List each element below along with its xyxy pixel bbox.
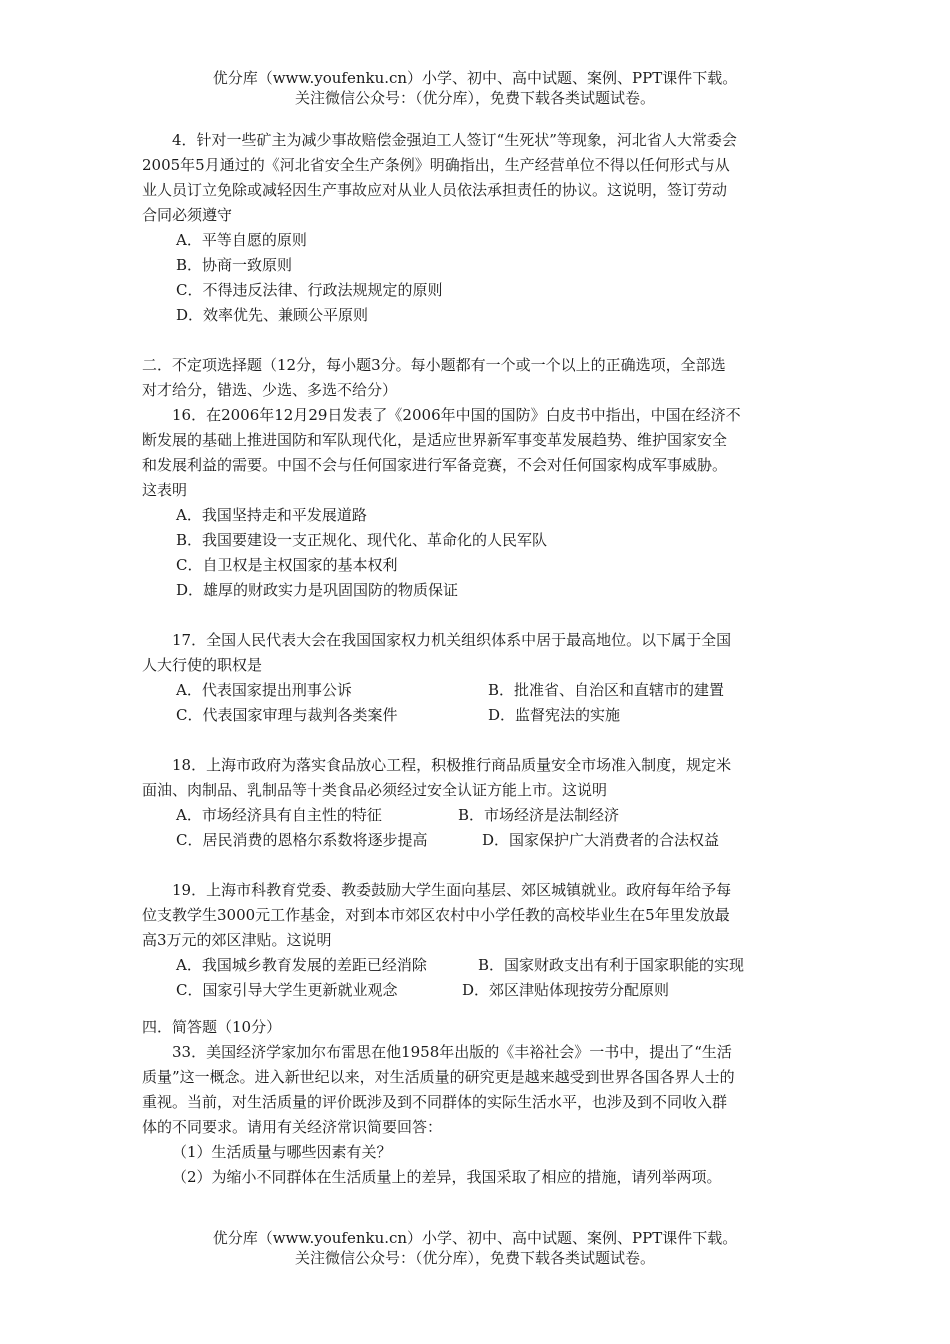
q16-option-b: B．我国要建设一支正规化、现代化、革命化的人民军队 (176, 531, 548, 549)
q19-stem-line: 位支教学生3000元工作基金，对到本市郊区农村中小学任教的高校毕业生在5年里发放最 (142, 906, 730, 924)
q16-option-c: C．自卫权是主权国家的基本权利 (176, 556, 398, 574)
q18-stem-line: 面油、肉制品、乳制品等十类食品必须经过安全认证方能上市。这说明 (142, 781, 608, 799)
q17-option-c: C．代表国家审理与裁判各类案件 (176, 706, 398, 724)
question-33 (142, 1040, 810, 1190)
q18-option-b: B．市场经济是法制经济 (458, 806, 620, 824)
document-body (142, 128, 810, 1190)
q16-stem-line: 这表明 (142, 481, 188, 499)
q19-stem-line: 高3万元的郊区津贴。这说明 (142, 931, 332, 949)
footer-line-1: 优分库（www.youfenku.cn）小学、初中、高中试题、案例、PPT课件下载。 (212, 1229, 738, 1247)
q17-option-d: D．监督宪法的实施 (488, 706, 621, 724)
question-18 (142, 753, 810, 853)
q19-stem-line: 19．上海市科教育党委、教委鼓励大学生面向基层、郊区城镇就业。政府每年给予每 (172, 881, 732, 899)
q19-option-c: C．国家引导大学生更新就业观念 (176, 981, 398, 999)
q4-stem-line: 业人员订立免除或减轻因生产事故应对从业人员依法承担责任的协议。这说明，签订劳动 (142, 181, 728, 199)
q4-option-c: C．不得违反法律、行政法规规定的原则 (176, 281, 443, 299)
q18-option-a: A．市场经济具有自主性的特征 (176, 806, 382, 824)
q33-stem-line: 体的不同要求。请用有关经济常识简要回答： (142, 1118, 443, 1136)
footer-line-2: 关注微信公众号：（优分库），免费下载各类试题试卷。 (294, 1249, 655, 1267)
q4-option-a: A．平等自愿的原则 (176, 231, 307, 249)
q4-stem-line: 4．针对一些矿主为减少事故赔偿金强迫工人签订“生死状”等现象，河北省人大常委会 (172, 131, 737, 149)
q18-option-c: C．居民消费的恩格尔系数将逐步提高 (176, 831, 428, 849)
q18-stem-line: 18．上海市政府为落实食品放心工程，积极推行商品质量安全市场准入制度，规定米 (172, 756, 732, 774)
q16-stem-line: 16．在2006年12月29日发表了《2006年中国的国防》白皮书中指出，中国在经济不 (172, 406, 741, 424)
question-17 (142, 628, 810, 728)
section-2-line: 二．不定项选择题（12分，每小题3分。每小题都有一个或一个以上的正确选项，全部选 (142, 356, 726, 374)
section-2-line: 对才给分，错选、少选、多选不给分） (142, 381, 398, 399)
q18-options-row (142, 803, 810, 828)
q16-option-d: D．雄厚的财政实力是巩固国防的物质保证 (176, 581, 459, 599)
q33-subquestion-2: （2）为缩小不同群体在生活质量上的差异，我国采取了相应的措施，请列举两项。 (172, 1168, 722, 1186)
q4-stem-line: 合同必须遵守 (142, 206, 233, 224)
q4-option-b: B．协商一致原则 (176, 256, 293, 274)
q17-stem-line: 17．全国人民代表大会在我国国家权力机关组织体系中居于最高地位。以下属于全国 (172, 631, 732, 649)
q17-options-row (142, 678, 810, 703)
q16-stem-line: 和发展利益的需要。中国不会与任何国家进行军备竞赛，不会对任何国家构成军事威胁。 (142, 456, 728, 474)
question-19 (142, 878, 810, 1003)
question-16 (142, 403, 810, 603)
q17-options-row (142, 703, 810, 728)
q19-option-b: B．国家财政支出有利于国家职能的实现 (478, 956, 745, 974)
q33-stem-line: 重视。当前，对生活质量的评价既涉及到不同群体的实际生活水平，也涉及到不同收入群 (142, 1093, 728, 1111)
page-footer (0, 1228, 950, 1268)
question-4 (142, 128, 810, 328)
q16-stem-line: 断发展的基础上推进国防和军队现代化，是适应世界新军事变革发展趋势、维护国家安全 (142, 431, 728, 449)
page-header (0, 68, 950, 108)
section-2-heading (142, 353, 810, 403)
q4-option-d: D．效率优先、兼顾公平原则 (176, 306, 369, 324)
q17-option-a: A．代表国家提出刑事公诉 (176, 681, 352, 699)
header-line-2: 关注微信公众号：（优分库），免费下载各类试题试卷。 (294, 89, 655, 107)
q19-option-d: D．郊区津贴体现按劳分配原则 (462, 981, 670, 999)
q19-options-row (142, 953, 810, 978)
q19-option-a: A．我国城乡教育发展的差距已经消除 (176, 956, 427, 974)
section-4-heading: 四．简答题（10分） (142, 1018, 282, 1036)
q33-subquestion-1: （1）生活质量与哪些因素有关？ (172, 1143, 392, 1161)
q18-option-d: D．国家保护广大消费者的合法权益 (482, 831, 720, 849)
q4-stem-line: 2005年5月通过的《河北省安全生产条例》明确指出，生产经营单位不得以任何形式与从 (142, 156, 730, 174)
q16-option-a: A．我国坚持走和平发展道路 (176, 506, 367, 524)
q33-stem-line: 33．美国经济学家加尔布雷思在他1958年出版的《丰裕社会》一书中，提出了“生活 (172, 1043, 732, 1061)
q19-options-row (142, 978, 810, 1003)
header-line-1: 优分库（www.youfenku.cn）小学、初中、高中试题、案例、PPT课件下载。 (212, 69, 738, 87)
q17-option-b: B．批准省、自治区和直辖市的建置 (488, 681, 725, 699)
q33-stem-line: 质量”这一概念。进入新世纪以来，对生活质量的研究更是越来越受到世界各国各界人士的 (142, 1068, 735, 1086)
q18-options-row (142, 828, 810, 853)
q17-stem-line: 人大行使的职权是 (142, 656, 263, 674)
